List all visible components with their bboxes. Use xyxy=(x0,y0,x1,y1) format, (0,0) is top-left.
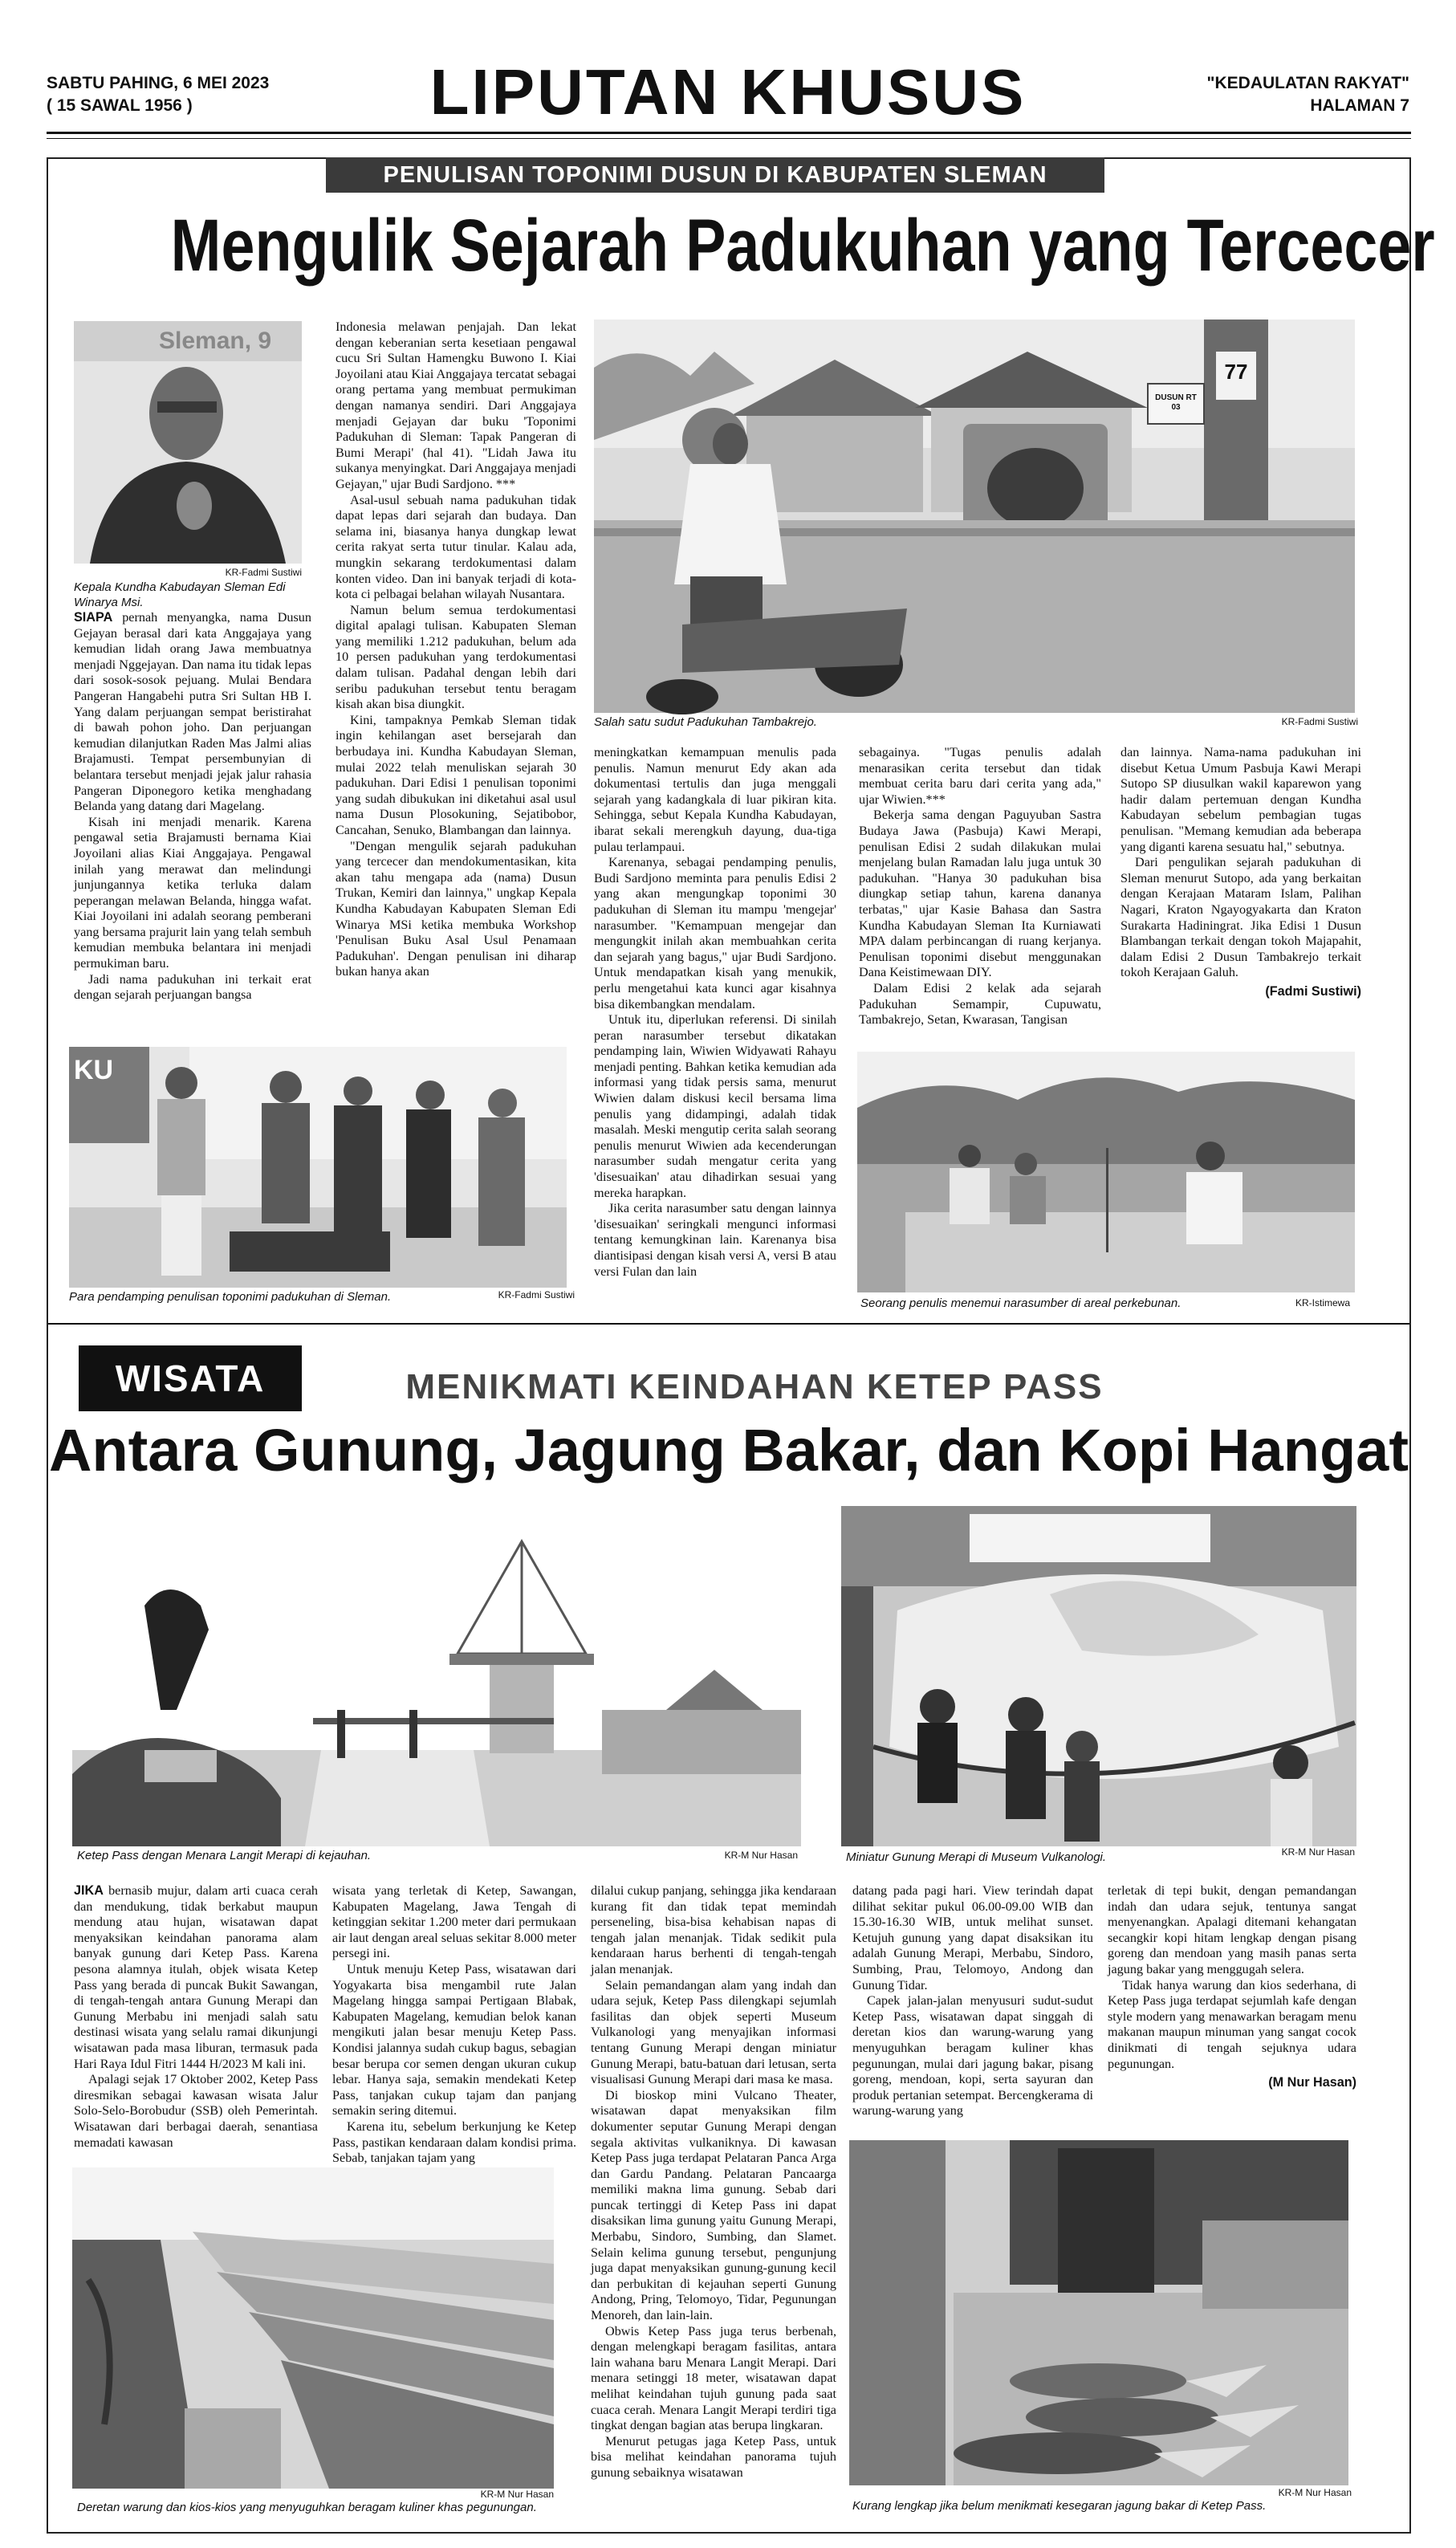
page-number: HALAMAN 7 xyxy=(1310,96,1409,115)
stalls-caption: Deretan warung dan kios-kios yang menyuguhkan beragam kuliner khas pegunungan. xyxy=(77,2501,537,2514)
article2-col3-p5: Menurut petugas jaga Ketep Pass, untuk bisa melihat keindahan panorama tujuh gunung sebaiknya wisatawan xyxy=(591,2433,836,2480)
article1-byline: (Fadmi Sustiwi) xyxy=(1265,983,1361,999)
issue-date: SABTU PAHING, 6 MEI 2023 xyxy=(47,74,270,92)
article1-col1-p2: Kisah ini menjadi menarik. Karena pengawal setia Brajamusti bernama Kiai Joyoilani alias Kiai Anggajaya. Pengawal inilah yang merawat dan melindungi junjungannya ketika terluka dalam peperangan melawan Belanda, hingga wafat. Kiai Joyoilani ini adalah seorang pemberani yang bersama prajurit lain yang telah sembuh kemudian membuka belantara ini menjadi permukiman baru. xyxy=(74,814,311,971)
article2-col1-p1: bernasib mujur, dalam arti cuaca cerah dan mendukung, tidak berkabut maupun mendung atau hujan, wisatawan dapat menyaksikan keindahan panorama alam banyak gunung dari Ketep Pass. Karena pesona alamnya itulah, objek wisata Ketep Pass yang berada di puncak Bukit Sawangan, di tengah-tengah antara Gunung Merapi dan Gunung Merbabu ini menjadi salah satu destinasi wisata yang selalu ramai dikunjungi wisatawan pada masa liburan, termasuk pada Hari Raya Idul Fitri 1444 H/2023 M kali ini. xyxy=(74,1883,318,2071)
field-photo xyxy=(857,1052,1355,1292)
tambakrejo-caption: Salah satu sudut Padukuhan Tambakrejo. xyxy=(594,715,817,729)
stalls-credit: KR-M Nur Hasan xyxy=(480,2489,554,2500)
portrait-credit: KR-Fadmi Sustiwi xyxy=(225,567,302,578)
article1-col2-p5: "Dengan mengulik sejarah padukuhan yang tercecer dan mendokumentasikan, kita akan tahu mengapa ada (nama) Dusun Trukan, Kemiri dan lainnya," ungkap Kepala Kundha Kabudayan Kabupaten Sleman Edi Winarya MSi ketika membuka Workshop 'Penulisan Buku Asal Usul Penamaan Padukuhan'. Dengan penulisan ini diharap bukan hanya akan xyxy=(336,838,576,979)
article1-col3-p1: meningkatkan kemampuan menulis pada penulis. Namun menurut Edy akan ada dokumentasi tertulis dan juga menggali sejarah yang kadangkala di luar pikiran kita. Sehingga, sebut Kepala Kundha Kabudayan, ibarat sekali merengkuh dayung, dua-tiga pulau terlampaui. xyxy=(594,745,836,854)
article2-col3-p1: dilalui cukup panjang, sehingga jika kendaraan kurang fit dan tidak tepat memindah perseneling, bisa-bisa kehabisan napas di tengah jalan menanjak. Tidak sedikit pula kendaraan harus berhenti di tengah-tengah jalan menanjak. xyxy=(591,1883,836,1976)
article1-col2-p1: Indonesia melawan penjajah. Dan lekat dengan keberanian serta kesetiaan pengawal cucu Sri Sultan Hamengku Buwono I. Kiai Joyoilani atau Kiai Anggajaya tercatat sebagai orang pertama yang membuat permukiman dengan namanya sendiri. Dari Anggajaya menjadi Gejayan dar buku 'Toponimi Padukuhan di Sleman: Tapak Pangeran di Bumi Merapi' (hal 41). "Lidah Jawa itu sukanya menyingkat. Dari Anggajaya menjadi Gejayan," ujar Budi Sardjono. *** xyxy=(336,320,576,491)
article2-col2-p1: wisata yang terletak di Ketep, Sawangan, Kabupaten Magelang, Jawa Tengah di ketinggian sekitar 1.200 meter dari permukaan air laut dengan areal seluas sekitar 8.000 meter persegi ini. xyxy=(332,1883,576,1961)
article2-column-4 xyxy=(852,1883,1093,2124)
corn-photo xyxy=(849,2140,1348,2485)
wisata-tag: WISATA xyxy=(79,1345,302,1411)
newspaper-name: "KEDAULATAN RAKYAT" xyxy=(1206,74,1409,92)
article1-col3-p2: Karenanya, sebagai pendamping penulis, Budi Sardjono meminta para penulis Edisi 2 yang akan mengungkap toponimi 30 padukuhan di Sleman itu mampu 'mengejar' narasumber. "Kemampuan mengejar dan mengungkit inilah akan membuahkan cerita dan sejarah yang bagus," ujar Budi Sardjono. Untuk mendapatkan kisah yang menukik, perlu mengetahui kata kunci agar kisahnya bisa dikembangkan mendalam. xyxy=(594,855,836,1011)
article2-col2-p3: Karena itu, sebelum berkunjung ke Ketep Pass, pastikan kendaraan dalam kondisi prima. Sebab, tanjakan tajam yang xyxy=(332,2119,576,2166)
article1-col5-p2: Dari pengulikan sejarah padukuhan di Sleman menurut Sutopo, ada yang berkaitan dengan Kerajaan Mataram Islam, Palihan Nagari, Kraton Ngayogyakarta dan Kraton Surakarta Hadiningrat. Jika Edisi 1 Dusun Blambangan terkait dengan tokoh Majapahit, dalam Edisi 2 Dusun Tambakrejo terkait tokoh Kerajaan Galuh. xyxy=(1120,855,1361,980)
article1-kicker: PENULISAN TOPONIMI DUSUN DI KABUPATEN SLEMAN xyxy=(326,157,1104,193)
portrait-banner-text: Sleman, 9 xyxy=(159,328,272,354)
article2-col5-p2: Tidak hanya warung dan kios sederhana, di Ketep Pass juga terdapat sejumlah kafe dengan style modern yang menawarkan beragam menu makanan maupun minuman yang sangat cocok dinikmati di tengah sejuknya udara pegunungan. xyxy=(1108,1977,1356,2071)
article1-column-1 xyxy=(74,610,311,1028)
article2-col1-p2: Apalagi sejak 17 Oktober 2002, Ketep Pass diresmikan sebagai kawasan wisata Jalur Solo-Selo-Borobudur (SSB) oleh Pemerintah. Wisatawan dari berbagai daerah, senantiasa memadati kawasan xyxy=(74,2072,318,2150)
group-photo-banner: KU xyxy=(74,1055,114,1085)
article2-col2-p2: Untuk menuju Ketep Pass, wisatawan dari Yogyakarta bisa mengambil rute Jalan Magelang hingga sampai Pertigaan Blabak, Kabupaten Magelang, kemudian belok kanan mengikuti jalan besar menuju Ketep Pass. Kondisi jalannya sudah cukup bagus, sebagian besar berupa cor semen dengan ukuran cukup lebar. Hanya saja, semakin mendekati Ketep Pass, tanjakan cukup tajam dan panjang semakin sering ditemui. xyxy=(332,1961,576,2119)
article2-column-2 xyxy=(332,1883,576,2166)
article2-col3-p3: Di bioskop mini Vulcano Theater, wisatawan dapat menyaksikan film dokumenter seputar Gunung Merapi dengan segala aktivitas vulkaniknya. Di kawasan Ketep Pass juga terdapat Pelataran Panca Arga dan Gardu Pandang. Pelataran Pancaarga memiliki makna lima gunung. Sebab dari puncak tertinggi di Ketep Pass ini dapat disaksikan lima gunung yaitu Gunung Merapi, Merbabu, Sindoro, Sumbing, dan Slamet. Selain kelima gunung tersebut, pengunjung juga dapat menyaksikan gunung-gunung kecil dan perbukitan di kejauhan seperti Gunung Andong, Pring, Telomoyo, Tidar, Pegunungan Menoreh, dan lain-lain. xyxy=(591,2087,836,2323)
article1-col5-p1: dan lainnya. Nama-nama padukuhan ini disebut Ketua Umum Pasbuja Kawi Merapi Sutopo SP diusulkan wakil kaparewon yang hadir dalam pertemuan dengan Kundha Kabudayan sebelum pembagian tugas penulisan. "Memang kemudian ada beberapa yang diganti karena sesuatu hal," sebutnya. xyxy=(1120,745,1361,854)
article2-lead-word: JIKA xyxy=(74,1883,104,1898)
group-photo xyxy=(69,1047,567,1288)
article1-lead-word: SIAPA xyxy=(74,610,113,625)
group-photo-credit: KR-Fadmi Sustiwi xyxy=(498,1289,575,1300)
article-divider xyxy=(48,1323,1409,1325)
article1-col3-p4: Jika cerita narasumber satu dengan lainnya 'disesuaikan' seringkali mengunci informasi tentang kemungkinan lain. Karenanya bisa diantisipasi dengan kisah versi A, versi B atau versi Fulan dan lain xyxy=(594,1201,836,1279)
article2-column-5 xyxy=(1108,1883,1356,2124)
tambakrejo-photo xyxy=(594,320,1355,713)
article1-col2-p3: Namun belum semua terdokumentasi digital apalagi tulisan. Kabupaten Sleman yang memiliki 1.212 padukuhan, belum ada 10 persen padukuhan yang terdokumentasi dalam tulisan. Padahal dengan lebih dari seribu padukuhan tersebut tentu beragam kisah akan bisa diungkit. xyxy=(336,602,576,712)
article2-byline: (M Nur Hasan) xyxy=(1268,2075,1356,2090)
dusun-sign-text: DUSUN RT 03 xyxy=(1155,393,1197,412)
ketep-tower-photo xyxy=(72,1509,801,1846)
portrait-caption: Kepala Kundha Kabudayan Sleman Edi Winarya Msi. xyxy=(74,580,286,609)
article1-column-3 xyxy=(594,745,836,1302)
ketep-tower-credit: KR-M Nur Hasan xyxy=(724,1850,798,1861)
article1-column-2 xyxy=(336,320,576,1029)
article1-headline: Mengulik Sejarah Padukuhan yang Tercecer xyxy=(170,205,1435,287)
masthead-rule xyxy=(47,132,1411,134)
article1-col4-p3: Dalam Edisi 2 kelak ada sejarah Padukuhan Semampir, Cupuwatu, Tambakrejo, Setan, Kwarasan, Tangisan xyxy=(859,980,1101,1028)
article2-kicker: MENIKMATI KEINDAHAN KETEP PASS xyxy=(405,1367,1104,1406)
ketep-tower-caption: Ketep Pass dengan Menara Langit Merapi di kejauhan. xyxy=(77,1849,372,1862)
gate-number: 77 xyxy=(1224,360,1248,384)
article2-column-3 xyxy=(591,1883,836,2517)
article2-col4-p1: datang pada pagi hari. View terindah dapat dilihat sekitar pukul 06.00-09.00 WIB dan 15.30-16.30 WIB, untuk melihat sunset. Ketujuh gunung yang dapat disaksikan itu adalah Gunung Merapi, Merbabu, Sindoro, Sumbing, Prau, Telomoyo, Andong dan Gunung Tidar. xyxy=(852,1883,1093,1992)
corn-caption: Kurang lengkap jika belum menikmati kesegaran jagung bakar di Ketep Pass. xyxy=(852,2499,1267,2513)
article1-column-5 xyxy=(1120,745,1361,1042)
article2-column-1 xyxy=(74,1883,318,2153)
group-photo-caption: Para pendamping penulisan toponimi padukuhan di Sleman. xyxy=(69,1290,392,1304)
field-photo-caption: Seorang penulis menemui narasumber di areal perkebunan. xyxy=(860,1296,1181,1310)
masthead-right xyxy=(1207,72,1409,117)
article1-col1-p1: pernah menyangka, nama Dusun Gejayan berasal dari kata Anggajaya yang kemudian lidah orang Jawa membuatnya menjadi Nggejayan. Dan nama itu tidak lepas dari sosok-sosok pejuang. Mulai Bendara Pangeran Hangabehi putra Sri Sultan HB I. Yang dalam perjuangan sempat beristirahat di bawah pohon joho. Dan perjuangan kemudian dilanjutkan Raden Mas Jalmi alias Brajamusti. Tempat persembunyian di belantara tersebut menjadi jejak jalur rahasia Pangeran Diponegoro ketika menghadang Belanda yang datang dari Magelang. xyxy=(74,610,311,814)
museum-credit: KR-M Nur Hasan xyxy=(1281,1846,1355,1858)
field-photo-credit: KR-Istimewa xyxy=(1295,1297,1350,1309)
article1-col4-p1: sebagainya. "Tugas penulis adalah menarasikan cerita tersebut dan tidak membuat cerita baru dari cerita yang ada," ujar Wiwien.*** xyxy=(859,745,1101,807)
article2-col3-p4: Obwis Ketep Pass juga terus berbenah, dengan melengkapi beragam fasilitas, antara lain wahana baru Menara Langit Merapi. Dari menara setinggi 18 meter, wisatawan dapat melihat keindahan tujuh gunung pada saat cuaca cerah. Menara Langit Merapi terdiri tiga tingkat dengan bagian atas berupa lingkaran. xyxy=(591,2323,836,2433)
article1-column-4 xyxy=(859,745,1101,1042)
portrait-photo xyxy=(74,321,302,564)
article2-headline: Antara Gunung, Jagung Bakar, dan Kopi Hangat xyxy=(49,1417,1409,1484)
tambakrejo-credit: KR-Fadmi Sustiwi xyxy=(1281,716,1358,727)
museum-photo xyxy=(841,1506,1356,1846)
issue-hijri-date: ( 15 SAWAL 1956 ) xyxy=(47,96,193,115)
article1-col2-p2: Asal-usul sebuah nama padukuhan tidak dapat lepas dari sejarah dan budaya. Dan selama ini, biasanya hanya dungkap lewat cerita rakyat serta tutur tinular. Kalau ada, mungkin sekarang terdokumentasi dalam konten video. Dan ini banyak terjadi di kota-kota ci pelbagai belahan wilayah Nusantara. xyxy=(336,492,576,602)
article1-col4-p2: Bekerja sama dengan Paguyuban Sastra Budaya Jawa (Pasbuja) Kawi Merapi, penulisan Edisi 2 sudah dilakukan mulai menjelang bulan Ramadan lalu juga untuk 30 padukuhan. "Hanya 30 padukuhan bisa diungkap setiap tahun, karena dananya terbatas," ujar Kasie Bahasa dan Sastra Kundha Kabudayan Sleman Ita Kurniawati MPA dalam perbincangan di ruang kerjanya. Penulisan toponimi disebut menggunakan Dana Keistimewaan DIY. xyxy=(859,808,1101,980)
corn-credit: KR-M Nur Hasan xyxy=(1278,2487,1352,2498)
article1-col1-p3: Jadi nama padukuhan ini terkait erat dengan sejarah perjuangan bangsa xyxy=(74,971,311,1003)
stalls-photo xyxy=(72,2167,554,2489)
section-title: LIPUTAN KHUSUS xyxy=(429,56,1027,128)
article1-col2-p4: Kini, tampaknya Pemkab Sleman tidak ingin kehilangan aset bersejarah dan berbudaya ini. Kundha Kabudayan Sleman, mulai 2022 telah menuliskan sejarah 30 padukuhan. Dari Edisi 1 penulisan toponimi yang sudah dibukukan ini diketahui asal usul nama Dusun Plosokuning, Sejatibobor, Cancahan, Senuko, Blambangan dan lainnya. xyxy=(336,712,576,837)
museum-caption: Miniatur Gunung Merapi di Museum Vulkanologi. xyxy=(846,1850,1107,1864)
article2-col5-p1: terletak di tepi bukit, dengan pemandangan indah dan udara sejuk, tentunya sangat menyenangkan. Apalagi ditemani kehangatan secangkir kopi hitam lengkap dengan pisang goreng dan mendoan yang masih panas serta jagung bakar yang menggugah selera. xyxy=(1108,1883,1356,1976)
masthead-rule-thin xyxy=(47,138,1411,139)
article2-col3-p2: Selain pemandangan alam yang indah dan udara sejuk, Ketep Pass dilengkapi sejumlah fasilitas dan objek seperti Museum Vulkanologi yang menyajikan informasi tentang Gunung Merapi dengan miniatur Gunung Merapi, batu-batuan dari letusan, serta visualisasi Gunung Merapi dari masa ke masa. xyxy=(591,1977,836,2087)
article1-col3-p3: Untuk itu, diperlukan referensi. Di sinilah peran narasumber tersebut dikatakan pendamping lain, Wiwien Widyawati Rahayu menjadi penting. Bahkan ketika kemudian ada informasi yang tidak persis sama, menurut Wiwien dalam diskusi kecil bersama lima penulis yang didampingi, adalah tidak masalah. Meski mengutip cerita salah seorang penulis menurut Wiwien ada kecenderungan narasumber sudah mengatur cerita yang 'disesuaikan' atau dihadirkan sesuai yang mereka harapkan. xyxy=(594,1012,836,1200)
article2-col4-p2: Capek jalan-jalan menyusuri sudut-sudut Ketep Pass, wisatawan dapat singgah di deretan kios dan warung-warung yang menyuguhkan beragam kuliner khas pegunungan, mulai dari jagung bakar, pisang goreng, mendoan, kopi, serta sayuran dan produk pertanian setempat. Bercengkerama di warung-warung yang xyxy=(852,1993,1093,2119)
